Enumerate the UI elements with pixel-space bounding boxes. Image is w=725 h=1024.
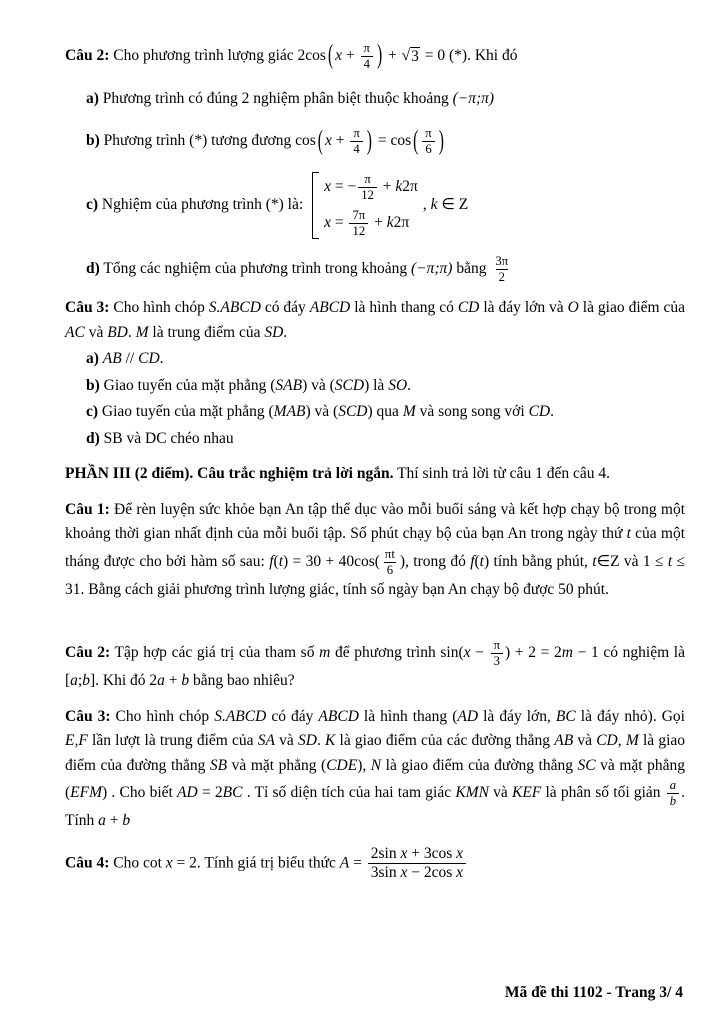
fraction: $\frac{\pi}{12}$ <box>358 172 377 203</box>
system-row: x = $\frac{7\pi}{12}$ + k2π <box>324 208 410 239</box>
equation-system <box>312 172 418 239</box>
part2-question-3-item-b: b) Giao tuyến của mặt phẳng (SAB) và (SCD) là SO. <box>86 376 412 394</box>
part2-question-2-item-d: d) Tổng các nghiệm của phương trình trong khoảng (−π;π) bằng $\frac{3\pi}{2}$ <box>86 254 685 285</box>
fraction: $\frac{\pi}{3}$ <box>491 638 503 669</box>
system-row: x = − $\frac{\pi}{12}$ + k2π <box>324 172 418 203</box>
system-bracket <box>312 172 319 239</box>
part2-question-3-item-c: c) Giao tuyến của mặt phẳng (MAB) và (SCD) qua M và song song với CD. <box>86 403 554 421</box>
part2-question-3: Câu 3: Cho hình chóp S.ABCD có đáy ABCD là hình thang có CD là đáy lớn và O là giao điểm của AC và BD. M là trung điểm của SD. <box>65 299 686 341</box>
part2-question-3-item-a: a) AB // CD. <box>86 350 164 368</box>
part3-question-2: Câu 2: Tập hợp các giá trị của tham số m để phương trình sin(x − $\frac{\pi}{3}$ ) + 2 = 2m − 1 có nghiệm là [a;b]. Khi đó 2a + b bằng bao nhiêu? <box>65 638 685 690</box>
page-footer: Mã đề thi 1102 - Trang 3/ 4 <box>504 984 683 1001</box>
fraction: $\frac{\pi}{6}$ <box>422 126 434 157</box>
part3-question-1: Câu 1: Để rèn luyện sức khỏe bạn An tập thể dục vào mỗi buổi sáng và kết hợp chạy bộ trong một khoảng thời gian nhất định của mỗi buổi tập. Số phút chạy bộ của bạn An trong ngày thứ t của một tháng được cho bởi hàm số sau: f(t) = 30 + 40cos( $\frac{\pi t}{6}$ ), trong đó f(t) tính bằng phút, t∈Z và 1 ≤ t ≤ 31. Bằng cách giải phương trình lượng giác, tính số ngày bạn An chạy bộ được 50 phút. <box>65 500 686 598</box>
fraction: $\frac{\pi}{4}$ <box>350 126 362 157</box>
big-paren: ) <box>366 125 372 156</box>
fraction: $\frac{\pi t}{6}$ <box>384 546 395 577</box>
big-paren: ) <box>376 40 383 70</box>
big-paren: ( <box>327 40 334 70</box>
big-paren: ( <box>413 125 419 156</box>
square-root: √ 3 <box>401 47 419 66</box>
big-paren: ) <box>438 125 444 156</box>
part2-question-2-item-a: a) Phương trình có đúng 2 nghiệm phân biệt thuộc khoảng (−π;π) <box>86 89 495 107</box>
fraction: $\frac{7\pi}{12}$ <box>349 208 368 239</box>
part3-question-4: Câu 4: Cho cot x = 2. Tính giá trị biểu thức A = $\frac{\text{2sin x + 3cos x}}{\text{3sin x − 2cos x}}$ <box>65 845 685 883</box>
part3-question-3: Câu 3: Cho hình chóp S.ABCD có đáy ABCD là hình thang (AD là đáy lớn, BC là đáy nhỏ). Gọi E,F lần lượt là trung điểm của SA và SD. K là giao điểm của các đường thẳng AB và CD, M là giao điểm của đường thẳng SB và mặt phẳng (CDE), N là giao điểm của đường thẳng SC và mặt phẳng (EFM) . Cho biết AD = 2BC . Tỉ số diện tích của hai tam giác KMN và KEF là phân số tối giản $\frac{a}{b}$ . Tính a + b <box>65 707 686 830</box>
part2-question-3-item-d: d) SB và DC chéo nhau <box>86 429 234 447</box>
part3-heading: PHẦN III (2 điểm). Câu trắc nghiệm trả lời ngắn. Thí sinh trả lời từ câu 1 đến câu 4. <box>65 465 610 483</box>
fraction: $\frac{a}{b}$ <box>667 778 679 809</box>
part2-question-2-item-c: c) Nghiệm của phương trình (*) là: x = − $\frac{\pi}{12}$ + k2π x = $\frac{7\pi}{12}$ + k2π , k ∈ Z <box>86 172 469 239</box>
big-paren: ( <box>317 125 323 156</box>
part2-question-2: Câu 2: Cho phương trình lượng giác 2cos ( x + $\frac{\pi}{4}$ ) + √ 3 = 0 (*). Khi đó <box>65 41 685 72</box>
fraction: $\frac{\pi}{4}$ <box>361 41 373 72</box>
fraction: $\frac{\text{2sin x + 3cos x}}{\text{3sin x − 2cos x}}$ <box>368 845 466 883</box>
fraction: $\frac{3\pi}{2}$ <box>495 254 509 285</box>
part2-question-2-item-b: b) Phương trình (*) tương đương cos ( x + $\frac{\pi}{4}$ ) = cos ( $\frac{\pi}{6}$ ) <box>86 126 685 157</box>
